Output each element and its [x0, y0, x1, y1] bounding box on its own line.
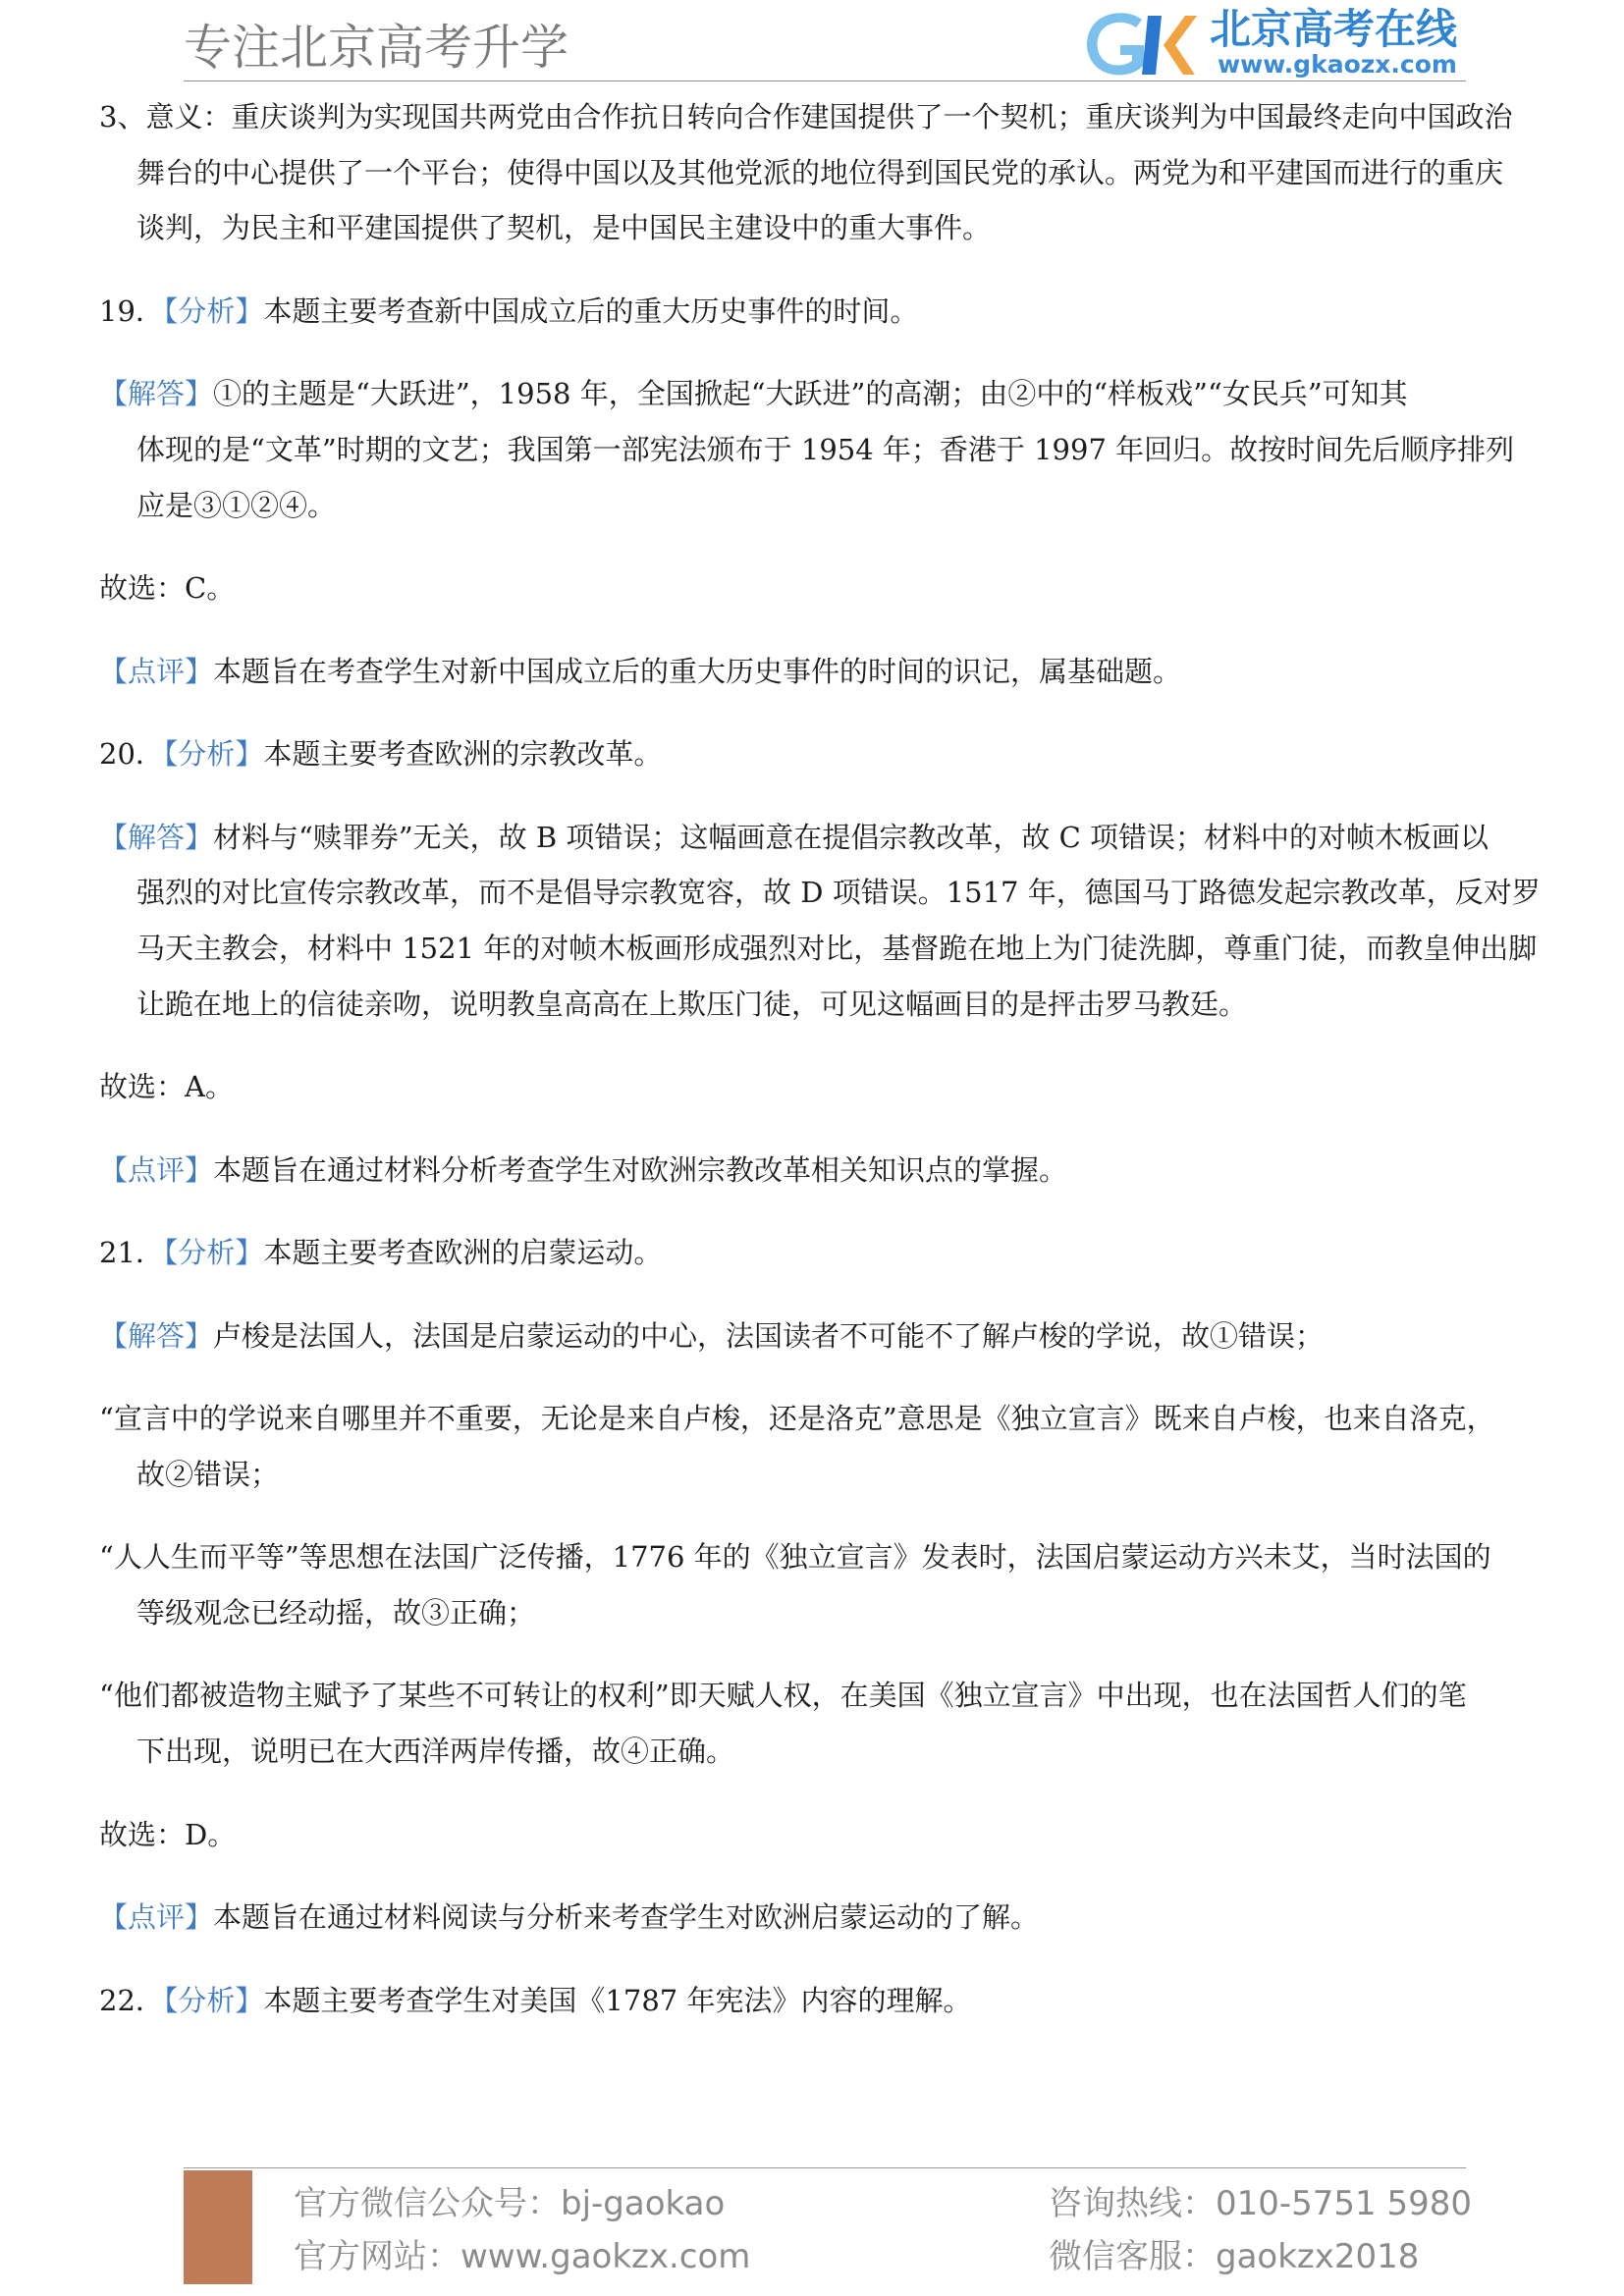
text-line [0, 1973, 1624, 2029]
comment-block [0, 644, 1624, 700]
line-text: 本题旨在考查学生对新中国成立后的重大历史事件的时间的识记，属基础题。 [213, 654, 1182, 688]
footer-divider [184, 2167, 1466, 2168]
text-line: 谈判，为民主和平建国提供了契机，是中国民主建设中的重大事件。 [136, 211, 992, 245]
line-text: 本题主要考查新中国成立后的重大历史事件的时间。 [263, 294, 919, 328]
analysis-tag: 【分析】 [163, 737, 264, 772]
logo-url: www.gkaozx.com [1218, 50, 1457, 79]
text-line [0, 644, 1624, 700]
solution-tag: 【解答】 [99, 1318, 214, 1353]
question-number: 20． [99, 737, 164, 772]
text-line: 马天主教会，材料中 1521 年的对帧木板画形成强烈对比，基督跪在地上为门徒洗脚，尊重门徒，而教皇伸出脚 [136, 932, 1538, 966]
header-divider [184, 80, 1466, 81]
line-text: 卢梭是法国人，法国是启蒙运动的中心，法国读者不可能不了解卢梭的学说，故①错误； [213, 1318, 1325, 1353]
text-line: 下出现，说明已在大西洋两岸传播，故④正确。 [136, 1735, 735, 1769]
paragraph [0, 89, 1624, 256]
gk-logo-icon [1077, 6, 1197, 82]
header-slogan: 专注北京高考升学 [184, 20, 569, 76]
paragraph [0, 1668, 1624, 1779]
document-body [0, 89, 1624, 2028]
paragraph [0, 1391, 1624, 1502]
question-analysis [0, 284, 1624, 340]
comment-tag: 【点评】 [99, 1152, 214, 1187]
paragraph [0, 1529, 1624, 1640]
text-line: “他们都被造物主赋予了某些不可转让的权利”即天赋人权，在美国《独立宣言》中出现，也在法国哲人们的笔 [99, 1679, 1467, 1713]
text-line [0, 1143, 1624, 1199]
text-line: 等级观念已经动摇，故③正确； [136, 1596, 536, 1629]
solution-tag: 【解答】 [99, 820, 214, 854]
answer-choice [0, 561, 1624, 616]
question-analysis [0, 1973, 1624, 2029]
text-line: 3、意义：重庆谈判为实现国共两党由合作抗日转向合作建国提供了一个契机；重庆谈判为中国最终走向中国政治 [99, 100, 1513, 133]
line-text: 材料与“赎罪券”无关，故 B 项错误；这幅画意在提倡宗教改革，故 C 项错误；材料中的对帧木板画以 [213, 820, 1489, 854]
line-text: 本题旨在通过材料分析考查学生对欧洲宗教改革相关知识点的掌握。 [213, 1152, 1068, 1187]
text-line: “宣言中的学说来自哪里并不重要，无论是来自卢梭，还是洛克”意思是《独立宣言》既来自卢梭，也来自洛克， [99, 1402, 1495, 1436]
text-line: 故选：A。 [99, 1070, 234, 1104]
analysis-tag: 【分析】 [163, 294, 264, 328]
footer-website: 官方网站：www.gaokzx.com [294, 2237, 751, 2276]
line-text: ①的主题是“大跃进”，1958 年，全国掀起“大跃进”的高潮；由②中的“样板戏”“女民兵”可知其 [213, 377, 1408, 411]
answer-choice [0, 1059, 1624, 1115]
text-line: 应是③①②④。 [136, 488, 337, 522]
question-analysis [0, 1225, 1624, 1281]
text-line [0, 810, 1624, 866]
solution-tag: 【解答】 [99, 377, 214, 411]
answer-choice [0, 1807, 1624, 1863]
text-line [0, 284, 1624, 340]
text-line: 体现的是“文革”时期的文艺；我国第一部宪法颁布于 1954 年；香港于 1997 年回归。故按时间先后顺序排列 [136, 433, 1515, 467]
analysis-tag: 【分析】 [163, 1236, 264, 1270]
footer-hotline: 咨询热线：010-5751 5980 [1049, 2184, 1473, 2223]
text-line: 让跪在地上的信徒亲吻，说明教皇高高在上欺压门徒，可见这幅画目的是抨击罗马教廷。 [136, 987, 1248, 1021]
text-line: 舞台的中心提供了一个平台；使得中国以及其他党派的地位得到国民党的承认。两党为和平建国而进行的重庆 [136, 155, 1504, 189]
footer-wechat-service: 微信客服：gaokzx2018 [1049, 2237, 1420, 2276]
question-number: 22． [99, 1983, 164, 2017]
comment-block [0, 1143, 1624, 1199]
line-text: 本题旨在通过材料阅读与分析来考查学生对欧洲启蒙运动的了解。 [213, 1900, 1040, 1935]
question-number: 19． [99, 294, 164, 328]
comment-tag: 【点评】 [99, 654, 214, 688]
line-text: 本题主要考查学生对美国《1787 年宪法》内容的理解。 [263, 1983, 972, 2017]
text-line: 强烈的对比宣传宗教改革，而不是倡导宗教宽容，故 D 项错误。1517 年，德国马丁路德发起宗教改革，反对罗 [136, 876, 1541, 910]
text-line [0, 366, 1624, 422]
text-line: “人人生而平等”等思想在法国广泛传播，1776 年的《独立宣言》发表时，法国启蒙运动方兴未艾，当时法国的 [99, 1540, 1491, 1575]
text-line [0, 1890, 1624, 1946]
solution-block [0, 810, 1624, 1033]
text-line: 故②错误； [136, 1457, 280, 1491]
comment-tag: 【点评】 [99, 1900, 214, 1935]
text-line: 故选：C。 [99, 571, 236, 606]
line-text: 本题主要考查欧洲的宗教改革。 [263, 737, 663, 772]
solution-block [0, 366, 1624, 533]
solution-block [0, 1308, 1624, 1364]
line-text: 本题主要考查欧洲的启蒙运动。 [263, 1236, 663, 1270]
text-line [0, 726, 1624, 782]
analysis-tag: 【分析】 [163, 1983, 264, 2017]
text-line [0, 1225, 1624, 1281]
logo-title: 北京高考在线 [1210, 5, 1458, 53]
question-analysis [0, 726, 1624, 782]
text-line: 故选：D。 [99, 1817, 237, 1851]
footer-color-block [184, 2170, 252, 2284]
question-number: 21． [99, 1236, 164, 1270]
comment-block [0, 1890, 1624, 1946]
text-line [0, 1308, 1624, 1364]
footer-wechat-official: 官方微信公众号：bj-gaokao [294, 2184, 726, 2223]
